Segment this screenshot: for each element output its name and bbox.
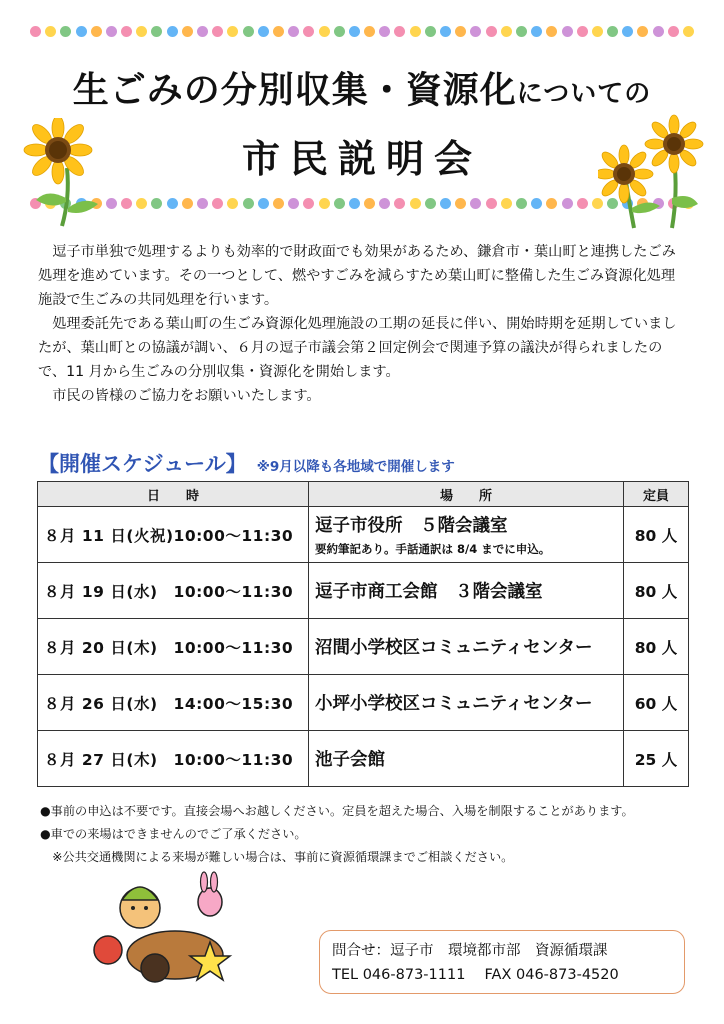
- schedule-note: ※9月以降も各地域で開催します: [256, 459, 455, 475]
- mascot-characters-icon: [80, 870, 250, 1000]
- decor-dot: [486, 26, 497, 37]
- decor-dot: [668, 26, 679, 37]
- decor-dot: [470, 26, 481, 37]
- decor-dot: [440, 198, 451, 209]
- note-item: ●車での来場はできませんのでご了承ください。: [40, 827, 307, 841]
- row-datetime: ８月 20 日(木) 10:00～11:30: [38, 619, 309, 675]
- decor-dot: [562, 198, 573, 209]
- decor-dot: [151, 198, 162, 209]
- decor-dot: [60, 26, 71, 37]
- decor-dot: [212, 198, 223, 209]
- decor-dot: [258, 26, 269, 37]
- row-capacity: 80 人: [624, 507, 689, 563]
- decor-dot: [91, 26, 102, 37]
- decor-dot: [136, 26, 147, 37]
- schedule-heading: [38, 448, 455, 478]
- decor-dot: [501, 198, 512, 209]
- decor-dot: [258, 198, 269, 209]
- decor-dot: [470, 198, 481, 209]
- decor-dot: [410, 198, 421, 209]
- decor-dot: [197, 26, 208, 37]
- decor-dot: [425, 198, 436, 209]
- top-dot-border: [30, 26, 694, 40]
- decor-dot: [303, 26, 314, 37]
- row-datetime: ８月 19 日(水) 10:00～11:30: [38, 563, 309, 619]
- decor-dot: [121, 198, 132, 209]
- row-datetime: ８月 11 日(火祝)10:00～11:30: [38, 507, 309, 563]
- decor-dot: [516, 26, 527, 37]
- decor-dot: [501, 26, 512, 37]
- decor-dot: [410, 26, 421, 37]
- decor-dot: [319, 26, 330, 37]
- table-row: [38, 619, 689, 675]
- decor-dot: [303, 198, 314, 209]
- decor-dot: [76, 26, 87, 37]
- decor-dot: [562, 26, 573, 37]
- contact-department: 問合せ：逗子市 環境都市部 資源循環課: [332, 943, 608, 959]
- note-item: ※公共交通機関による来場が難しい場合は、事前に資源循環課までご相談ください。: [52, 850, 514, 864]
- table-row: [38, 563, 689, 619]
- page-title-line1: [0, 62, 724, 113]
- row-place-name: 逗子市役所 ５階会議室: [315, 516, 508, 536]
- decor-dot: [486, 198, 497, 209]
- decor-dot: [288, 198, 299, 209]
- decor-dot: [182, 26, 193, 37]
- bottom-dot-border: [30, 198, 694, 212]
- decor-dot: [394, 198, 405, 209]
- header-datetime: 日 時: [38, 482, 309, 507]
- decor-dot: [455, 198, 466, 209]
- decor-dot: [440, 26, 451, 37]
- contact-box: [319, 930, 685, 994]
- decor-dot: [364, 198, 375, 209]
- decor-dot: [577, 198, 588, 209]
- decor-dot: [607, 26, 618, 37]
- row-place-note: 要約筆記あり。手話通訳は 8/4 までに申込。: [315, 542, 551, 556]
- title-suffix: についての: [516, 79, 652, 109]
- decor-dot: [546, 198, 557, 209]
- row-capacity: 25 人: [624, 731, 689, 787]
- decor-dot: [455, 26, 466, 37]
- decor-dot: [334, 26, 345, 37]
- intro-paragraph: 処理委託先である葉山町の生ごみ資源化処理施設の工期の延長に伴い、開始時期を延期していましたが、葉山町との協議が調い、６月の逗子市議会第２回定例会で関連予算の議決が得られましたので、11 月から生ごみの分別収集・資源化を開始します。: [38, 316, 677, 380]
- decor-dot: [394, 26, 405, 37]
- table-row: [38, 731, 689, 787]
- decor-dot: [212, 26, 223, 37]
- decor-dot: [273, 198, 284, 209]
- row-capacity: 80 人: [624, 619, 689, 675]
- row-datetime: ８月 27 日(木) 10:00～11:30: [38, 731, 309, 787]
- decor-dot: [243, 26, 254, 37]
- decor-dot: [683, 26, 694, 37]
- decor-dot: [197, 198, 208, 209]
- decor-dot: [106, 26, 117, 37]
- row-capacity: 80 人: [624, 563, 689, 619]
- schedule-table: [37, 481, 689, 787]
- decor-dot: [637, 26, 648, 37]
- decor-dot: [288, 26, 299, 37]
- decor-dot: [349, 26, 360, 37]
- note-item: ●事前の申込は不要です。直接会場へお越しください。定員を超えた場合、入場を制限することがあります。: [40, 804, 634, 818]
- row-place: 小坪小学校区コミュニティセンター: [309, 675, 624, 731]
- decor-dot: [151, 26, 162, 37]
- page-title-line2: 市民説明会: [241, 137, 482, 181]
- row-capacity: 60 人: [624, 675, 689, 731]
- decor-dot: [379, 26, 390, 37]
- decor-dot: [243, 198, 254, 209]
- decor-dot: [425, 26, 436, 37]
- decor-dot: [653, 26, 664, 37]
- decor-dot: [167, 198, 178, 209]
- decor-dot: [182, 198, 193, 209]
- sunflower-right-icon: [598, 112, 708, 230]
- decor-dot: [121, 26, 132, 37]
- header-place: 場 所: [309, 482, 624, 507]
- row-place: 逗子市商工会館 ３階会議室: [309, 563, 624, 619]
- notes: [40, 800, 634, 869]
- sunflower-left-icon: [22, 118, 112, 228]
- row-place: 沼間小学校区コミュニティセンター: [309, 619, 624, 675]
- decor-dot: [531, 26, 542, 37]
- intro-paragraph: 市民の皆様のご協力をお願いいたします。: [52, 388, 321, 404]
- schedule-title: 【開催スケジュール】: [38, 452, 247, 476]
- decor-dot: [516, 198, 527, 209]
- contact-phone-fax: TEL 046-873-1111 FAX 046-873-4520: [332, 967, 619, 983]
- decor-dot: [136, 198, 147, 209]
- row-datetime: ８月 26 日(水) 14:00～15:30: [38, 675, 309, 731]
- decor-dot: [349, 198, 360, 209]
- row-place: 池子会館: [309, 731, 624, 787]
- decor-dot: [273, 26, 284, 37]
- decor-dot: [319, 198, 330, 209]
- decor-dot: [622, 26, 633, 37]
- decor-dot: [592, 26, 603, 37]
- decor-dot: [227, 26, 238, 37]
- table-header-row: [38, 482, 689, 507]
- intro-paragraph: 逗子市単独で処理するよりも効率的で財政面でも効果があるため、鎌倉市・葉山町と連携したごみ処理を進めています。その一つとして、燃やすごみを減らすため葉山町に整備した生ごみ資源化処理施設で生ごみの共同処理を行います。: [38, 244, 676, 308]
- decor-dot: [577, 26, 588, 37]
- decor-dot: [167, 26, 178, 37]
- decor-dot: [30, 26, 41, 37]
- decor-dot: [546, 26, 557, 37]
- decor-dot: [227, 198, 238, 209]
- decor-dot: [334, 198, 345, 209]
- intro-text: [38, 240, 686, 408]
- decor-dot: [45, 26, 56, 37]
- decor-dot: [364, 26, 375, 37]
- table-row: [38, 507, 689, 563]
- decor-dot: [379, 198, 390, 209]
- decor-dot: [531, 198, 542, 209]
- header-capacity: 定員: [624, 482, 689, 507]
- title-main: 生ごみの分別収集・資源化: [72, 70, 517, 111]
- row-place: [309, 507, 624, 563]
- table-row: [38, 675, 689, 731]
